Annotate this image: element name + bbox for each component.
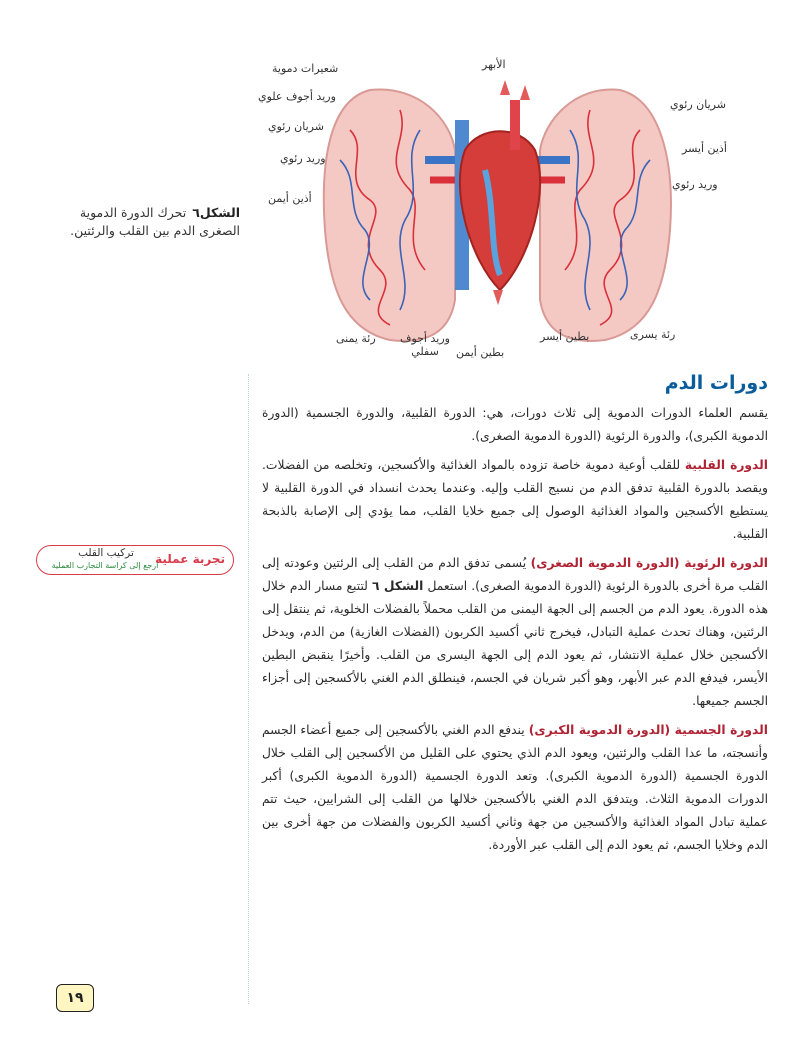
column-divider	[248, 374, 249, 1004]
label-right-atrium: أذين أيمن	[268, 192, 312, 205]
label-left-ventricle: بطين أيسر	[540, 330, 590, 343]
cardiac-circulation-paragraph	[262, 454, 768, 546]
pulmonary-circulation-text-b: لتتبع مسار الدم خلال هذه الدورة. يعود الدم من الجسم إلى الجهة اليمنى من القلب محملاً بالفضلات الخلوية، ثم ينتقل إلى الرئتين، وهناك تحدث عملية التبادل، فيخرج ثاني أكسيد الكربون (الفضلات الغازية) من الدم، ويدخل الأكسجين خلال عملية الانتشار، ثم يعود الدم إلى الجهة اليسرى من القلب. وأخيرًا ينقبض البطين الأيسر، فيدفع الدم عبر الأبهر، وهو أكبر شريان في الجسم، فينطلق الدم الغني بالأكسجين إلى أجزاء الجسم جميعها.	[262, 579, 768, 708]
figure-caption-label: الشكل٦	[192, 205, 240, 220]
label-inferior-vena-cava: وريد أجوف سفلي	[400, 332, 450, 358]
heart-lungs-figure	[250, 40, 750, 370]
lab-activity-box[interactable]	[36, 545, 234, 575]
cardiac-circulation-text: للقلب أوعية دموية خاصة تزوده بالمواد الغذائية والأكسجين، وتخلصه من الفضلات. ويقصد بالدورة القلبية تدفق الدم من نسيج القلب وإليه. وعندما يحدث انسداد في الدورة القلبية لا يستطيع الأكسجين والمواد الغذائية الوصول إلى جميع خلايا القلب، مما يؤدي إلى الإصابة بالذبحة القلبية.	[262, 458, 768, 541]
label-capillaries: شعيرات دموية	[272, 62, 339, 75]
pulmonary-circulation-term: الدورة الرئوية (الدورة الدموية الصغرى)	[530, 556, 768, 570]
label-pulmonary-artery-left: شريان رئوي	[268, 120, 324, 133]
intro-paragraph: يقسم العلماء الدورات الدموية إلى ثلاث دورات، هي: الدورة القلبية، والدورة الجسمية (الدورة الدموية الكبرى)، والدورة الرئوية (الدورة الدموية الصغرى).	[262, 406, 768, 443]
label-pulmonary-vein-right: وريد رئوي	[672, 178, 718, 191]
page-number: ١٩	[56, 984, 94, 1012]
label-right-ventricle: بطين أيمن	[456, 346, 505, 359]
label-pulmonary-vein-left: وريد رئوي	[280, 152, 326, 165]
section-title: دورات الدم	[664, 372, 768, 394]
lab-heading: تجربة عملية	[155, 552, 225, 566]
figure-caption-text: تحرك الدورة الدموية الصغرى الدم بين القلب والرئتين.	[70, 205, 240, 238]
lab-subtitle: ارجع إلى كراسة التجارب العملية	[51, 561, 159, 570]
label-left-atrium: أذين أيسر	[682, 142, 727, 155]
label-superior-vena-cava: وريد أجوف علوي	[258, 90, 336, 103]
figure-reference: الشكل ٦	[371, 579, 424, 593]
pulmonary-circulation-text-a: يُسمى تدفق الدم من القلب إلى الرئتين وعودته إلى القلب مرة أخرى بالدورة الرئوية (الدورة الدموية الصغرى). استعمل	[262, 556, 768, 593]
pulmonary-circulation-paragraph	[262, 552, 768, 713]
label-right-lung: رئة يمنى	[336, 332, 376, 345]
main-text	[262, 372, 768, 863]
systemic-circulation-paragraph	[262, 719, 768, 857]
systemic-circulation-text: يندفع الدم الغني بالأكسجين إلى جميع أعضاء الجسم وأنسجته، ما عدا القلب والرئتين، ويعود الدم الذي يحتوي على القليل من الأكسجين إلى القلب خلال الدورة الجسمية (الدورة الدموية الكبرى). وتعد الدورة الجسمية (الدورة الدموية الكبرى) أكبر الدورات الدموية الثلاث. ويتدفق الدم الغني بالأكسجين خلالها من القلب إلى الشرايين، حيث تتم عملية تبادل المواد الغذائية والأكسجين من جهة وثاني أكسيد الكربون والفضلات من جهة أخرى بين الدم وخلايا الجسم، ثم يعود الدم إلى القلب عبر الأوردة.	[262, 723, 768, 852]
label-pulmonary-artery-right: شريان رئوي	[670, 98, 726, 111]
label-aorta: الأبهر	[482, 58, 506, 71]
lab-title: تركيب القلب	[78, 547, 134, 559]
label-left-lung: رئة يسرى	[630, 328, 676, 341]
figure-caption	[40, 204, 240, 240]
systemic-circulation-term: الدورة الجسمية (الدورة الدموية الكبرى)	[528, 723, 768, 737]
cardiac-circulation-term: الدورة القلبية	[684, 458, 768, 472]
